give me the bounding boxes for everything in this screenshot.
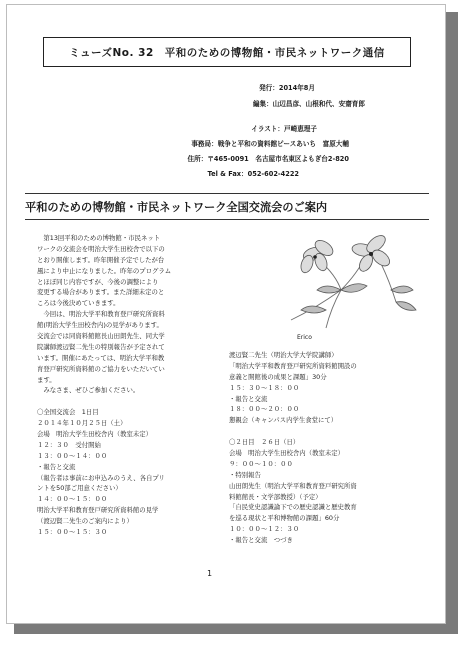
- headline-rule-bottom: [25, 219, 429, 220]
- article-line: １８：００～２０：００: [229, 405, 300, 414]
- article-line: 懇親会（キャンパス内学生食堂にて）: [229, 416, 338, 425]
- article-line: 会場 明治大学生田校舎内（教室未定）: [229, 449, 345, 458]
- issue-date: 発行：2014年8月: [259, 84, 315, 92]
- article-line: 館(明治大学生田校舎内)の見学があります。: [37, 321, 163, 330]
- office: 事務局：戦争と平和の資料館ピースあいち 富原大輔: [191, 140, 349, 148]
- article-line: 「明治大学平和教育登戸研究所資料館開設の: [229, 361, 357, 370]
- article-line: １２：３０ 受付開始: [37, 440, 101, 449]
- article-line: ・報告と交流: [37, 462, 76, 471]
- article-line: １３：００～１４：００: [37, 451, 108, 460]
- article-line: [229, 426, 433, 437]
- article-line: 育登戸研究所資料館のご協力をいただいてい: [37, 364, 165, 373]
- article-line: 渡辺賢二先生（明治大学大学院講師）: [229, 351, 338, 359]
- article-line: 交流会では同資料館館長山田朗先生、同大学: [37, 332, 165, 341]
- article-line: １５：３０～１８：００: [229, 383, 300, 392]
- article-right-column: [229, 350, 433, 546]
- article-line: ・報告と交流: [229, 394, 268, 403]
- article-line: 明治大学平和教育登戸研究所資料館の見学: [37, 506, 159, 515]
- article-line: を巡る現状と平和博物館の課題」60分: [229, 514, 340, 523]
- address: 住所：〒465-0091 名古屋市名東区よもぎ台2-820: [187, 155, 349, 163]
- article-line: 料館館長・文学部教授）（予定）: [229, 492, 322, 501]
- article-line: ワークの交流会を明治大学生田校舎で以下の: [37, 244, 165, 253]
- article-line: [37, 396, 225, 407]
- article-line: とおり開催します。昨年開催予定でしたが台: [37, 255, 165, 264]
- article-line: 意義と開館後の成果と課題」30分: [229, 372, 327, 381]
- article-line: みなさま、ぜひご参加ください。: [37, 386, 140, 395]
- article-line: 山田朗先生（明治大学平和教育登戸研究所資: [229, 481, 357, 490]
- article-line: 会場 明治大学生田校舎内（教室未定）: [37, 430, 153, 439]
- article-line: ントを50部ご用意ください）: [37, 484, 122, 493]
- photo-caption: Erico: [297, 334, 312, 341]
- article-line: います。開催にあたっては、明治大学平和教: [37, 353, 165, 362]
- article-line: １０：００～１２：３０: [229, 525, 300, 534]
- illustrator: イラスト：戸崎恵理子: [251, 125, 317, 133]
- editors: 編集：山辺昌彦、山根和代、安齋育郎: [252, 100, 365, 108]
- article-line: 第13回平和のための博物館・市民ネット: [37, 234, 161, 242]
- article-line: ２０１４年１０月２５日（土）: [37, 419, 127, 428]
- article-line: ・特別報告: [229, 470, 261, 479]
- newsletter-header: [43, 37, 411, 67]
- article-line: ころは今後決めていきます。: [37, 299, 120, 308]
- page-number: 1: [207, 569, 213, 578]
- article-line: 風により中止になりました。昨年のプログラム: [37, 266, 172, 275]
- headline-rule-top: [25, 193, 429, 194]
- article-line: 〇２日目 ２６日（日）: [229, 438, 300, 447]
- article-line: 「自民党史認識論下での歴史認識と歴史教育: [229, 503, 357, 512]
- article-line: 変更する場合があります。また詳細未定のと: [37, 288, 165, 297]
- article-line: （渡辺賢二先生のご案内により）: [37, 517, 133, 526]
- article-headline: 平和のための博物館・市民ネットワーク全国交流会のご案内: [25, 201, 328, 214]
- article-line: ９：００～１０：００: [229, 459, 293, 468]
- article-line: 院講師渡辺賢二先生の特別報告が予定されて: [37, 342, 165, 351]
- flower-illustration: [221, 230, 431, 330]
- article-line: １５：００～１５：３０: [37, 528, 108, 537]
- document-page: [6, 4, 446, 624]
- article-line: 今回は、明治大学平和教育登戸研究所資料: [37, 310, 165, 319]
- article-line: ます。: [37, 375, 56, 384]
- tel-fax: Tel & Fax：052-602-4222: [207, 170, 299, 178]
- article-line: 〇全国交流会 1日目: [37, 408, 99, 417]
- article-line: （報告者は事前にお申込みのうえ、各自プリ: [37, 473, 165, 482]
- article-line: とほぼ同じ内容ですが、今後の調整により: [37, 277, 159, 286]
- article-line: ・報告と交流 つづき: [229, 536, 293, 545]
- article-left-column: [37, 233, 225, 538]
- newsletter-title: ミューズNo. 32 平和のための博物館・市民ネットワーク通信: [69, 46, 385, 59]
- article-line: １４：００～１５：００: [37, 495, 108, 504]
